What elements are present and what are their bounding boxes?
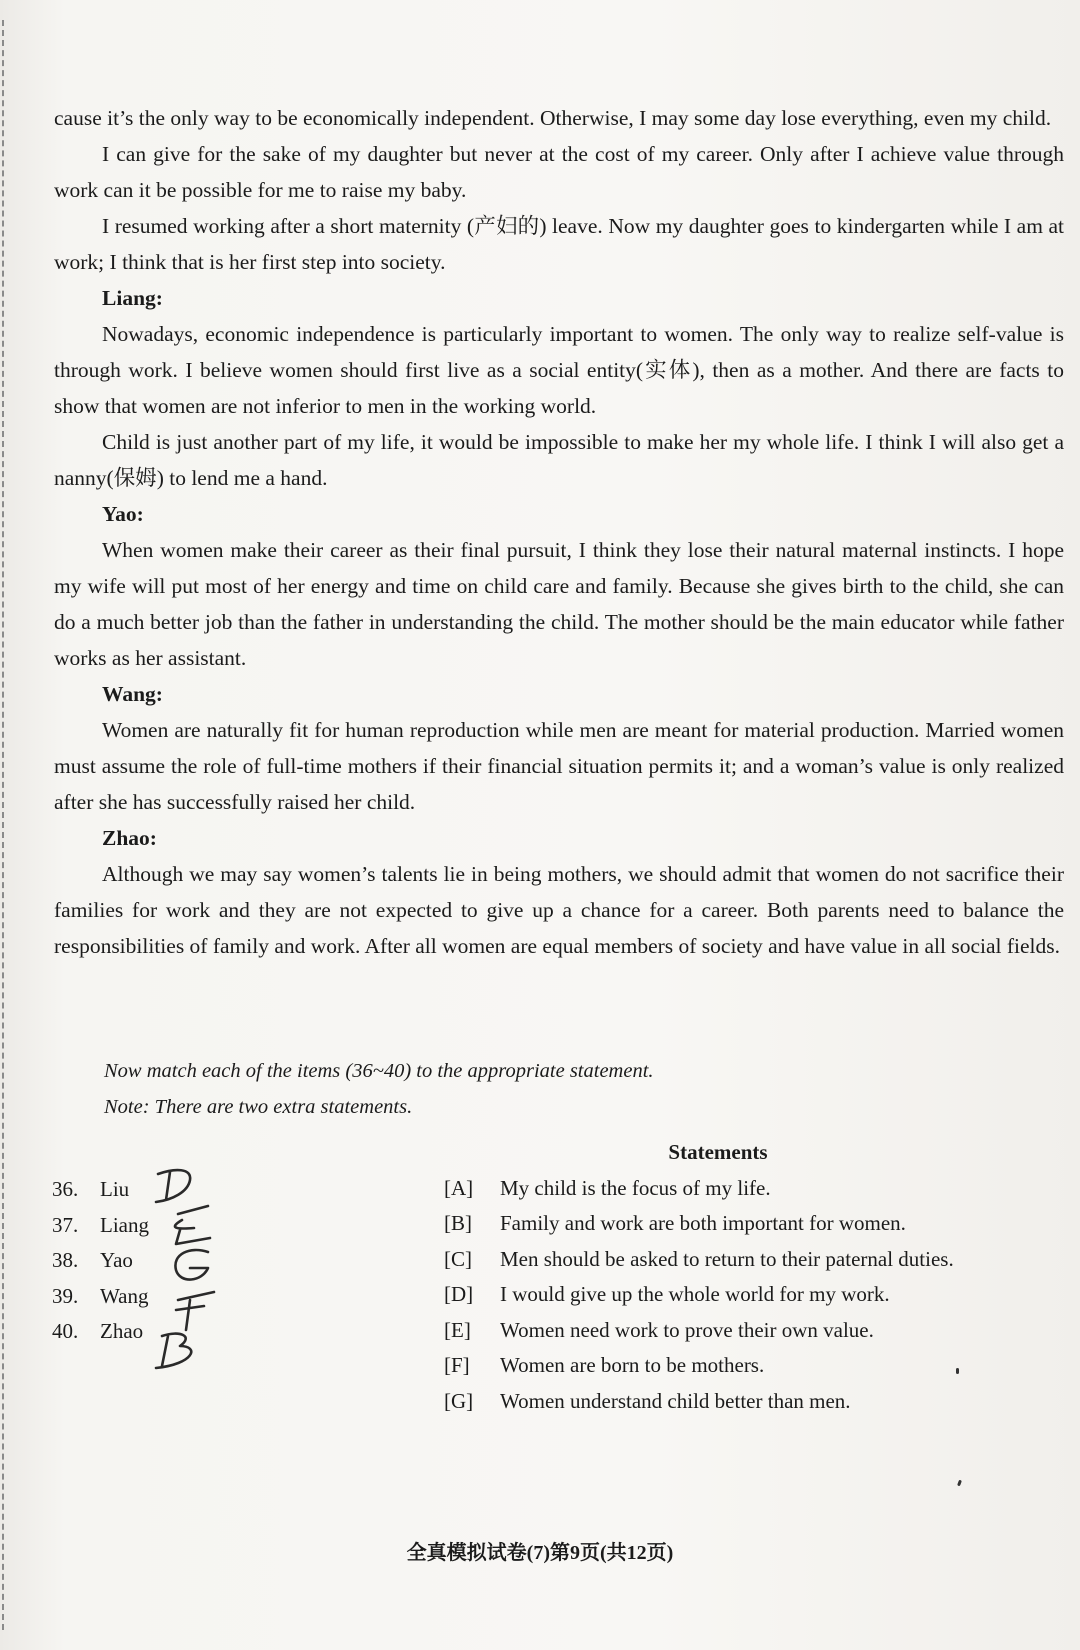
statement-d <box>444 1277 1044 1313</box>
statement-letter: [D] <box>444 1282 474 1306</box>
item-name: Yao <box>100 1248 133 1272</box>
statement-text: I would give up the whole world for my work. <box>500 1282 890 1306</box>
paragraph: Nowadays, economic independence is particularly important to women. The only way to realize self-value is through work. I believe women should first live as a social entity(实体), then as a mother. And there are facts to show that women are not inferior to men in the working world. <box>54 322 1064 418</box>
paragraph: I can give for the sake of my daughter but never at the cost of my career. Only after I achieve value through work can it be possible for me to raise my baby. <box>54 142 1064 202</box>
statement-a <box>444 1171 1044 1207</box>
handwritten-d <box>156 1170 190 1202</box>
item-number: 36. <box>52 1177 79 1201</box>
item-name: Liu <box>100 1177 130 1201</box>
reading-passage <box>54 100 1064 964</box>
item-name: Liang <box>100 1212 149 1237</box>
paragraph: Although we may say women’s talents lie in being mothers, we should admit that women do not sacrifice their families for work and they are not expected to give up a chance for a career. Both parents need to balance the responsibilities of family and work. After all women are equal members of society and have value in all social fields. <box>54 862 1064 958</box>
statements-box <box>444 1135 1044 1419</box>
statement-e <box>444 1313 1044 1349</box>
item-number: 39. <box>52 1283 79 1308</box>
instruction-note: Note: There are two extra statements. <box>104 1096 413 1118</box>
handwritten-answers <box>150 1160 240 1380</box>
speaker-wang: Wang: <box>102 682 163 706</box>
page-footer: 全真模拟试卷(7)第9页(共12页) <box>406 1542 674 1564</box>
statement-b <box>444 1206 1044 1242</box>
ink-speck <box>957 1480 962 1487</box>
item-name: Zhao <box>100 1319 144 1343</box>
item-number: 40. <box>52 1319 79 1343</box>
statement-letter: [A] <box>444 1175 474 1200</box>
speaker-liang: Liang: <box>102 286 163 310</box>
handwritten-letters-drawing <box>150 1160 240 1380</box>
statements-title: Statements <box>668 1140 768 1164</box>
item-number: 38. <box>52 1248 79 1272</box>
statement-text: My child is the focus of my life. <box>500 1175 771 1200</box>
handwritten-g <box>175 1250 208 1280</box>
paragraph: Women are naturally fit for human reproduction while men are meant for material production. Married women must assume the role of full-time mothers if their financial situation permits it; and a woman’s value is only realized after she has successfully raised her child. <box>54 718 1064 814</box>
item-name: Wang <box>100 1283 149 1308</box>
statement-f <box>444 1348 1044 1384</box>
statement-letter: [C] <box>444 1246 472 1271</box>
instruction-line: Now match each of the items (36~40) to the appropriate statement. <box>104 1060 654 1082</box>
paragraph: When women make their career as their final pursuit, I think they lose their natural maternal instincts. I hope my wife will put most of her energy and time on child care and family. Because she gives birth to the child, she can do a much better job than the father in understanding the child. The mother should be the main educator while father works as her assistant. <box>54 538 1064 670</box>
statement-text: Family and work are both important for women. <box>500 1211 906 1235</box>
item-number: 37. <box>52 1212 79 1237</box>
paragraph: I resumed working after a short maternity (产妇的) leave. Now my daughter goes to kindergarten while I am at work; I think that is her first step into society. <box>54 214 1064 274</box>
speaker-zhao: Zhao: <box>102 826 157 850</box>
matching-instructions <box>104 1053 1004 1125</box>
statement-text: Women need work to prove their own value. <box>500 1317 874 1342</box>
statement-text: Women understand child better than men. <box>500 1388 851 1413</box>
ink-speck <box>956 1368 959 1374</box>
binding-margin-line <box>2 20 4 1630</box>
handwritten-e <box>175 1206 210 1244</box>
speaker-yao: Yao: <box>102 502 144 526</box>
statement-text: Men should be asked to return to their paternal duties. <box>500 1246 954 1271</box>
statement-letter: [B] <box>444 1211 472 1235</box>
statement-c <box>444 1242 1044 1278</box>
paragraph: Child is just another part of my life, it would be impossible to make her my whole life. I think I will also get a nanny(保姆) to lend me a hand. <box>54 430 1064 490</box>
statement-letter: [G] <box>444 1388 474 1413</box>
statement-letter: [F] <box>444 1353 470 1377</box>
statement-text: Women are born to be mothers. <box>500 1353 765 1377</box>
handwritten-f <box>176 1292 214 1330</box>
paragraph: cause it’s the only way to be economically independent. Otherwise, I may some day lose everything, even my child. <box>54 106 1052 130</box>
statement-g <box>444 1384 1044 1420</box>
statement-letter: [E] <box>444 1317 471 1342</box>
handwritten-b <box>156 1334 191 1368</box>
